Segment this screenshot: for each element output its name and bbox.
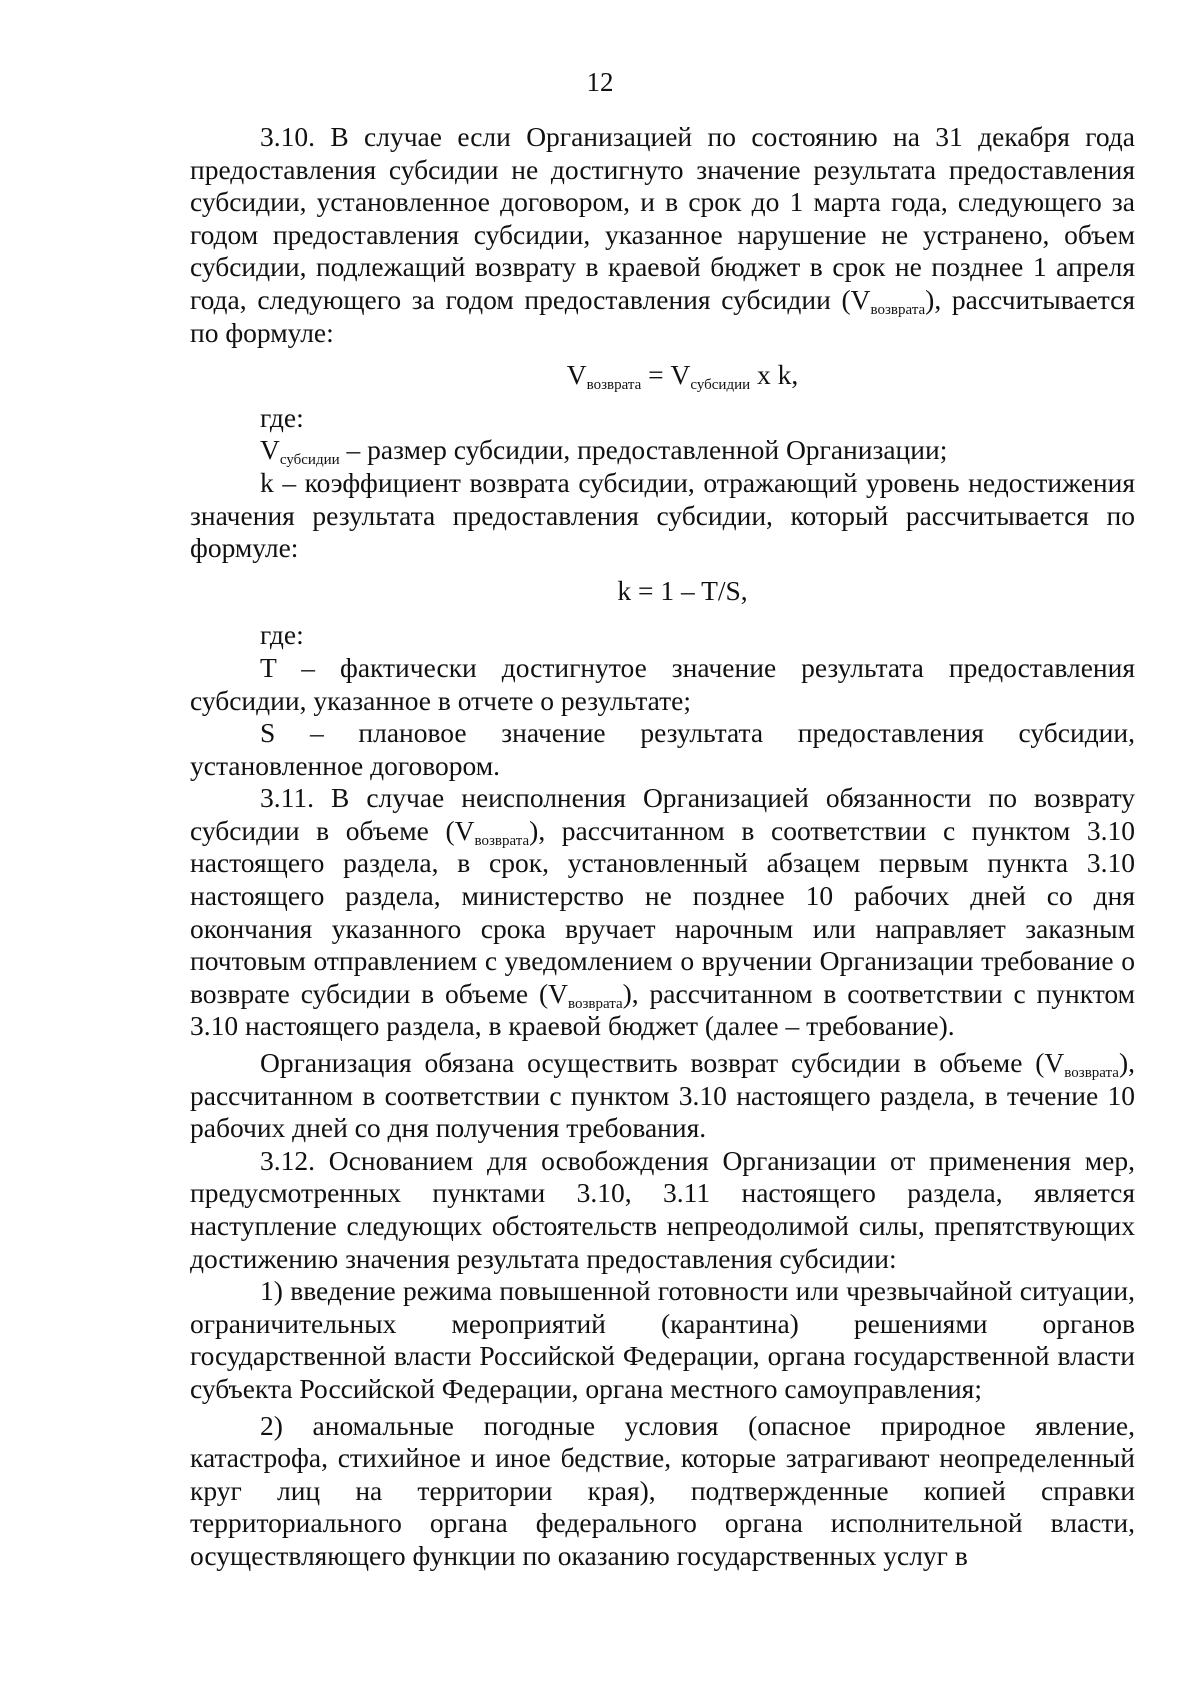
paragraph-3-10-intro: 3.10. В случае если Организацией по состоянию на 31 декабря года предоставления субсидии не достигнуто значение результата предоставления субсидии, установленное договором, и в срок до 1 марта года, следующего за годом предоставления субсидии, указанное нарушение не устранено, объем субсидии, подлежащий возврату в краевой бюджет в срок не позднее 1 апреля года, следующего за годом предоставления субсидии $(V_{возврата})$, рассчитывается по формуле:: [190, 121, 1135, 348]
page-number: 12: [586, 67, 614, 97]
definition-v-subsidy: $V_{субсидии}$ – размер субсидии, предоставленной Организации;: [260, 434, 948, 469]
definition-t: T – фактически достигнутое значение результата предоставления субсидии, указанное в отчете о результате;: [190, 651, 1135, 716]
paragraph-3-11-obligation: Организация обязана осуществить возврат субсидии в объеме $(V_{возврата})$, рассчитанном в соответствии с пунктом 3.10 настоящего раздела, в течение 10 рабочих дней со дня получения требования.: [190, 1047, 1135, 1144]
definition-s: S – плановое значение результата предоставления субсидии, установленное договором.: [190, 717, 1135, 781]
formula-k: k = 1 – T/S,: [617, 574, 748, 606]
definition-k: k – коэффициент возврата субсидии, отражающий уровень недостижения значения результата предоставления субсидии, который рассчитывается по формуле:: [190, 466, 1135, 564]
paragraph-3-11: 3.11. В случае неисполнения Организацией обязанности по возврату субсидии в объеме $(V_{возврата})$, рассчитанном в соответствии с пунктом 3.10 настоящего раздела, в срок, установленный абзацем первым пункта 3.10 настоящего раздела, министерство не позднее 10 рабочих дней со дня окончания указанного срока вручает нарочным или направляет заказным почтовым отправлением с уведомлением о вручении Организации требование о возврате субсидии в объеме $(V_{возврата})$, рассчитанном в соответствии с пунктом 3.10 настоящего раздела, в краевой бюджет (далее – требование).: [190, 782, 1136, 1042]
where-label-2: где:: [260, 619, 304, 651]
paragraph-3-12-intro: 3.12. Основанием для освобождения Организации от применения мер, предусмотренных пунктами 3.10, 3.11 настоящего раздела, является наступление следующих обстоятельств непреодолимой силы, препятствующих достижению значения результата предоставления субсидии:: [190, 1144, 1135, 1274]
list-item-1: 1) введение режима повышенной готовности или чрезвычайной ситуации, ограничительных мероприятий (карантина) решениями органов государственной власти Российской Федерации, органа государственной власти субъекта Российской Федерации, органа местного самоуправления;: [190, 1275, 1135, 1404]
document-body: [190, 121, 1135, 1573]
list-item-2: 2) аномальные погодные условия (опасное природное явление, катастрофа, стихийное и иное бедствие, которые затрагивают неопределенный круг лиц на территории края), подтвержденные копией справки территориального органа федерального органа исполнительной власти, осуществляющего функции по оказанию государственных услуг в: [190, 1409, 1135, 1571]
formula-v-return: $V_{возврата} = V_{субсидии}$ x k,: [566, 359, 799, 394]
where-label-1: где:: [260, 401, 304, 433]
